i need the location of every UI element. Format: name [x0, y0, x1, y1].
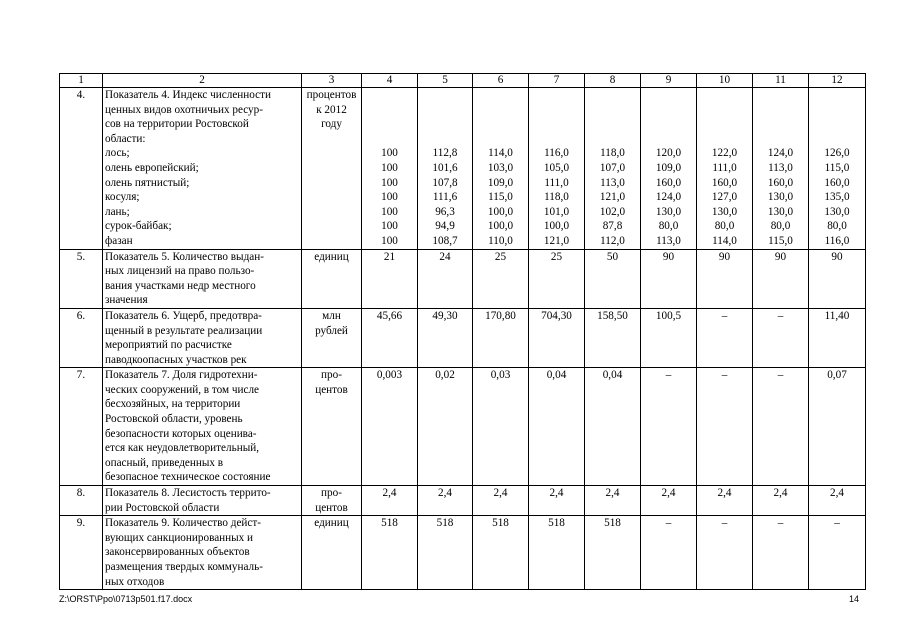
- value-line: 518: [604, 517, 621, 530]
- value-line: 112,0: [600, 234, 625, 247]
- value-line: 90: [718, 250, 731, 263]
- value-cell: [362, 88, 418, 250]
- value-line: –: [721, 309, 728, 322]
- value-line: 704,30: [541, 309, 572, 322]
- value-line: 111,0: [544, 176, 569, 189]
- value-cell: [362, 516, 418, 590]
- row-number-cell: 7.: [60, 368, 103, 486]
- page-number: 14: [848, 594, 859, 604]
- indicator-name-line: вания участками недр местного: [105, 279, 256, 292]
- unit-line: про-: [321, 487, 342, 500]
- value-line: 49,30: [432, 309, 458, 322]
- value-cell: [697, 308, 753, 367]
- value-cell: [753, 308, 809, 367]
- value-line: 130,0: [767, 205, 794, 218]
- value-line: 100: [381, 176, 398, 189]
- value-line: [755, 88, 806, 103]
- header-cell: 5: [418, 74, 473, 88]
- value-cell: [809, 308, 866, 367]
- value-line: 0,003: [376, 369, 403, 382]
- value-line: 130,0: [767, 191, 794, 204]
- value-line: [587, 132, 638, 147]
- indicator-name-line: Показатель 7. Доля гидротехни-: [105, 369, 258, 382]
- value-line: [364, 88, 415, 103]
- value-cell: [753, 88, 809, 250]
- value-line: 518: [381, 517, 398, 530]
- value-line: 111,0: [712, 161, 737, 174]
- value-line: 100,0: [543, 220, 570, 233]
- indicator-row: [60, 516, 866, 590]
- value-line: 2,4: [549, 487, 564, 500]
- value-cell: [529, 516, 585, 590]
- value-line: 100,0: [487, 205, 514, 218]
- indicator-name-line: ется как неудовлетворительный,: [105, 442, 259, 455]
- value-line: 25: [550, 250, 563, 263]
- indicator-name-line: Показатель 5. Количество выдан-: [105, 250, 264, 263]
- header-cell: 8: [585, 74, 641, 88]
- unit-cell: [302, 308, 362, 367]
- indicator-name-line: Показатель 9. Количество дейст-: [105, 517, 261, 530]
- value-line: [531, 103, 582, 118]
- header-cell: 2: [103, 74, 302, 88]
- header-cell: 1: [60, 74, 103, 88]
- indicator-name-cell: [103, 368, 302, 486]
- value-line: 0,04: [602, 369, 623, 382]
- value-cell: [697, 249, 753, 308]
- indicator-name-line: опасный, приведенных в: [105, 456, 224, 469]
- indicator-name-cell: [103, 516, 302, 590]
- indicator-name-cell: [103, 88, 302, 250]
- unit-line: процентов: [306, 89, 357, 101]
- value-line: –: [665, 517, 672, 530]
- indicator-name-line: сурок-байбак;: [105, 220, 172, 233]
- column-number-header-row: [60, 74, 866, 88]
- value-line: [531, 117, 582, 132]
- indicator-name-line: Показатель 4. Индекс численности: [105, 89, 271, 101]
- header-cell: 9: [641, 74, 697, 88]
- indicator-row: [60, 368, 866, 486]
- value-line: 158,50: [597, 309, 628, 322]
- value-line: 116,0: [544, 147, 569, 160]
- value-line: 170,80: [485, 309, 516, 322]
- value-line: 103,0: [487, 161, 514, 174]
- document-file-path: Z:\ORST\Ppo\0713p501.f17.docx: [59, 594, 193, 604]
- value-line: 0,07: [827, 369, 847, 382]
- value-line: 160,0: [767, 176, 794, 189]
- value-line: [420, 88, 470, 103]
- indicators-table: [59, 73, 866, 590]
- value-cell: [362, 486, 418, 516]
- value-cell: [641, 249, 697, 308]
- value-cell: [641, 516, 697, 590]
- value-line: 160,0: [824, 176, 850, 189]
- value-line: 120,0: [655, 147, 682, 160]
- unit-line: центов: [315, 501, 348, 514]
- value-line: 111,6: [432, 191, 458, 204]
- value-line: [811, 103, 863, 118]
- value-cell: [418, 368, 473, 486]
- indicator-name-line: лось;: [105, 147, 130, 160]
- value-line: [811, 132, 863, 147]
- value-cell: [753, 486, 809, 516]
- value-line: 160,0: [655, 176, 682, 189]
- value-line: 80,0: [714, 220, 735, 233]
- row-number-cell: 9.: [60, 516, 103, 590]
- value-line: –: [834, 517, 840, 530]
- value-line: [587, 117, 638, 132]
- indicator-name-line: Показатель 8. Лесистость террито-: [105, 487, 271, 500]
- value-line: 0,03: [490, 369, 511, 382]
- value-line: 21: [383, 250, 396, 263]
- value-cell: [473, 308, 529, 367]
- value-line: 2,4: [605, 487, 620, 500]
- value-cell: [529, 88, 585, 250]
- unit-line: единиц: [314, 250, 349, 263]
- value-cell: [418, 486, 473, 516]
- indicator-name-line: рии Ростовской области: [105, 501, 220, 514]
- value-line: 2,4: [438, 487, 452, 500]
- header-cell: 7: [529, 74, 585, 88]
- indicator-name-line: Показатель 6. Ущерб, предотвра-: [105, 309, 262, 322]
- value-cell: [585, 486, 641, 516]
- value-line: [531, 88, 582, 103]
- value-line: [420, 103, 470, 118]
- row-number-cell: 5.: [60, 249, 103, 308]
- indicator-name-line: области:: [105, 132, 146, 145]
- value-cell: [585, 249, 641, 308]
- unit-line: про-: [321, 369, 342, 382]
- value-line: 2,4: [717, 487, 732, 500]
- header-cell: 4: [362, 74, 418, 88]
- indicator-name-line: ных отходов: [105, 575, 165, 588]
- value-line: 113,0: [600, 176, 625, 189]
- value-line: –: [777, 369, 784, 382]
- value-line: 0,02: [435, 369, 455, 382]
- value-line: [475, 132, 526, 147]
- value-line: 109,0: [655, 161, 682, 174]
- indicator-name-cell: [103, 249, 302, 308]
- indicator-name-line: лань;: [105, 205, 130, 218]
- value-line: 115,0: [824, 161, 850, 174]
- table-body: [60, 74, 866, 590]
- value-line: [643, 117, 694, 132]
- value-cell: [418, 516, 473, 590]
- value-line: 80,0: [827, 220, 847, 233]
- value-line: 130,0: [655, 205, 682, 218]
- unit-cell: [302, 368, 362, 486]
- value-line: 100,5: [655, 309, 682, 322]
- value-cell: [753, 249, 809, 308]
- value-line: 80,0: [770, 220, 791, 233]
- value-line: 115,0: [768, 234, 793, 247]
- value-line: 100: [381, 161, 398, 174]
- value-line: 0,04: [546, 369, 567, 382]
- value-line: 2,4: [382, 487, 397, 500]
- value-line: [755, 103, 806, 118]
- value-line: 2,4: [773, 487, 788, 500]
- value-cell: [809, 516, 866, 590]
- value-cell: [473, 516, 529, 590]
- value-line: [475, 117, 526, 132]
- value-line: 518: [492, 517, 509, 530]
- value-line: 105,0: [543, 161, 570, 174]
- value-cell: [473, 368, 529, 486]
- value-cell: [753, 368, 809, 486]
- value-cell: [753, 516, 809, 590]
- value-line: [587, 103, 638, 118]
- row-number-cell: 4.: [60, 88, 103, 250]
- value-line: [811, 88, 863, 103]
- value-line: 45,66: [376, 309, 403, 322]
- value-line: 116,0: [824, 234, 850, 247]
- value-cell: [809, 88, 866, 250]
- unit-line: млн: [322, 309, 341, 322]
- indicator-name-line: размещения твердых коммуналь-: [105, 561, 263, 573]
- value-cell: [473, 88, 529, 250]
- value-line: 100,0: [487, 220, 514, 233]
- indicator-name-line: сов на территории Ростовской: [105, 118, 249, 131]
- value-cell: [418, 88, 473, 250]
- value-line: 107,0: [599, 161, 626, 174]
- value-cell: [473, 486, 529, 516]
- value-line: 101,0: [543, 205, 570, 218]
- indicator-name-line: мероприятий по расчистке: [105, 339, 232, 352]
- value-cell: [585, 308, 641, 367]
- value-line: 130,0: [711, 205, 738, 218]
- unit-cell: [302, 516, 362, 590]
- header-cell: 6: [473, 74, 529, 88]
- indicator-name-line: паводкоопасных участков рек: [105, 353, 247, 366]
- value-line: [811, 117, 863, 132]
- value-line: [699, 132, 750, 147]
- unit-line: единиц: [314, 517, 349, 530]
- value-line: 100: [381, 205, 398, 218]
- value-line: 96,3: [435, 205, 455, 218]
- value-line: 2,4: [661, 487, 676, 500]
- value-line: 126,0: [824, 147, 850, 160]
- value-line: 118,0: [600, 147, 625, 160]
- value-cell: [585, 368, 641, 486]
- value-cell: [529, 368, 585, 486]
- value-cell: [529, 308, 585, 367]
- value-line: 90: [831, 250, 843, 263]
- value-line: 160,0: [711, 176, 738, 189]
- indicator-name-line: законсервированных объектов: [105, 546, 250, 559]
- value-line: [420, 117, 470, 132]
- value-cell: [585, 88, 641, 250]
- value-line: 101,6: [432, 161, 458, 174]
- indicator-name-cell: [103, 308, 302, 367]
- value-line: [699, 88, 750, 103]
- value-line: 100: [381, 234, 398, 247]
- value-line: [699, 103, 750, 118]
- value-line: 25: [494, 250, 507, 263]
- unit-cell: [302, 249, 362, 308]
- value-line: 113,0: [656, 234, 681, 247]
- value-cell: [641, 88, 697, 250]
- header-cell: 3: [302, 74, 362, 88]
- indicator-name-line: Ростовской области, уровень: [105, 413, 243, 426]
- indicator-row: [60, 308, 866, 367]
- indicator-name-line: ных лицензий на право пользо-: [105, 265, 255, 278]
- value-line: 124,0: [767, 147, 794, 160]
- value-cell: [809, 249, 866, 308]
- value-line: 100: [381, 220, 398, 233]
- indicator-name-line: бесхозяйных, на территории: [105, 398, 241, 411]
- value-line: 127,0: [711, 191, 738, 204]
- value-line: 80,0: [658, 220, 679, 233]
- value-line: –: [777, 517, 784, 530]
- value-line: 135,0: [824, 191, 850, 204]
- indicator-name-line: ческих сооружений, в том числе: [105, 383, 260, 396]
- header-cell: 11: [753, 74, 809, 88]
- value-line: 87,8: [602, 220, 623, 233]
- indicator-name-line: фазан: [105, 234, 133, 247]
- value-line: 113,0: [768, 161, 793, 174]
- value-cell: [697, 486, 753, 516]
- indicator-row: [60, 249, 866, 308]
- value-line: 114,0: [712, 234, 737, 247]
- value-line: –: [665, 369, 672, 382]
- value-line: –: [721, 369, 728, 382]
- unit-line: году: [321, 118, 342, 131]
- value-cell: [697, 516, 753, 590]
- indicator-name-line: значения: [105, 294, 148, 307]
- value-line: [755, 132, 806, 147]
- value-cell: [697, 368, 753, 486]
- value-cell: [362, 368, 418, 486]
- value-line: 107,8: [432, 176, 458, 189]
- indicator-name-line: косуля;: [105, 191, 140, 204]
- indicator-name-line: безопасности которых оценива-: [105, 427, 257, 440]
- indicator-name-line: вующих санкционированных и: [105, 531, 254, 544]
- value-line: [364, 132, 415, 147]
- value-line: 100: [381, 191, 398, 204]
- value-line: 100: [381, 147, 398, 160]
- value-line: 124,0: [655, 191, 682, 204]
- value-line: 2,4: [830, 487, 844, 500]
- unit-cell: [302, 88, 362, 250]
- value-line: 102,0: [599, 205, 626, 218]
- value-line: 110,0: [488, 234, 513, 247]
- value-line: [475, 103, 526, 118]
- indicator-name-line: олень пятнистый;: [105, 176, 190, 189]
- value-cell: [362, 308, 418, 367]
- value-cell: [809, 486, 866, 516]
- value-line: 121,0: [543, 234, 570, 247]
- value-line: 109,0: [487, 176, 514, 189]
- value-line: [364, 117, 415, 132]
- value-line: 11,40: [824, 309, 850, 322]
- indicator-row: [60, 486, 866, 516]
- value-line: 118,0: [544, 191, 569, 204]
- value-cell: [809, 368, 866, 486]
- value-line: [587, 88, 638, 103]
- value-line: 90: [662, 250, 675, 263]
- value-cell: [529, 249, 585, 308]
- value-cell: [641, 486, 697, 516]
- value-line: 518: [436, 517, 454, 530]
- indicator-name-line: ценных видов охотничьих ресур-: [105, 103, 263, 116]
- value-line: [699, 117, 750, 132]
- value-line: 121,0: [599, 191, 626, 204]
- indicator-name-line: безопасное техническое состояние: [105, 471, 271, 484]
- indicator-name-cell: [103, 486, 302, 516]
- value-cell: [585, 516, 641, 590]
- value-cell: [473, 249, 529, 308]
- value-line: [643, 132, 694, 147]
- indicator-row: [60, 88, 866, 250]
- value-cell: [362, 249, 418, 308]
- value-line: [643, 103, 694, 118]
- unit-line: рублей: [315, 324, 348, 337]
- value-line: 115,0: [488, 191, 513, 204]
- value-line: [475, 88, 526, 103]
- value-line: [364, 103, 415, 118]
- header-cell: 12: [809, 74, 866, 88]
- value-line: 114,0: [488, 147, 513, 160]
- value-line: 2,4: [493, 487, 508, 500]
- value-line: –: [721, 517, 728, 530]
- value-line: 50: [606, 250, 619, 263]
- value-line: 90: [774, 250, 787, 263]
- value-line: 130,0: [824, 205, 850, 218]
- value-cell: [418, 308, 473, 367]
- unit-line: к 2012: [316, 103, 347, 116]
- value-line: 24: [439, 250, 451, 263]
- indicator-name-line: олень европейский;: [105, 161, 199, 174]
- value-line: 112,8: [432, 147, 458, 160]
- value-line: [643, 88, 694, 103]
- value-cell: [529, 486, 585, 516]
- row-number-cell: 8.: [60, 486, 103, 516]
- unit-line: центов: [315, 383, 348, 396]
- value-cell: [641, 368, 697, 486]
- value-line: 122,0: [711, 147, 738, 160]
- header-cell: 10: [697, 74, 753, 88]
- row-number-cell: 6.: [60, 308, 103, 367]
- value-cell: [641, 308, 697, 367]
- value-line: [420, 132, 470, 147]
- unit-cell: [302, 486, 362, 516]
- value-line: 518: [548, 517, 565, 530]
- value-cell: [418, 249, 473, 308]
- indicator-name-line: щенный в результате реализации: [105, 324, 263, 337]
- value-line: –: [777, 309, 784, 322]
- value-line: [531, 132, 582, 147]
- value-line: [755, 117, 806, 132]
- value-line: 94,9: [435, 220, 455, 233]
- value-line: 108,7: [432, 234, 458, 247]
- value-cell: [697, 88, 753, 250]
